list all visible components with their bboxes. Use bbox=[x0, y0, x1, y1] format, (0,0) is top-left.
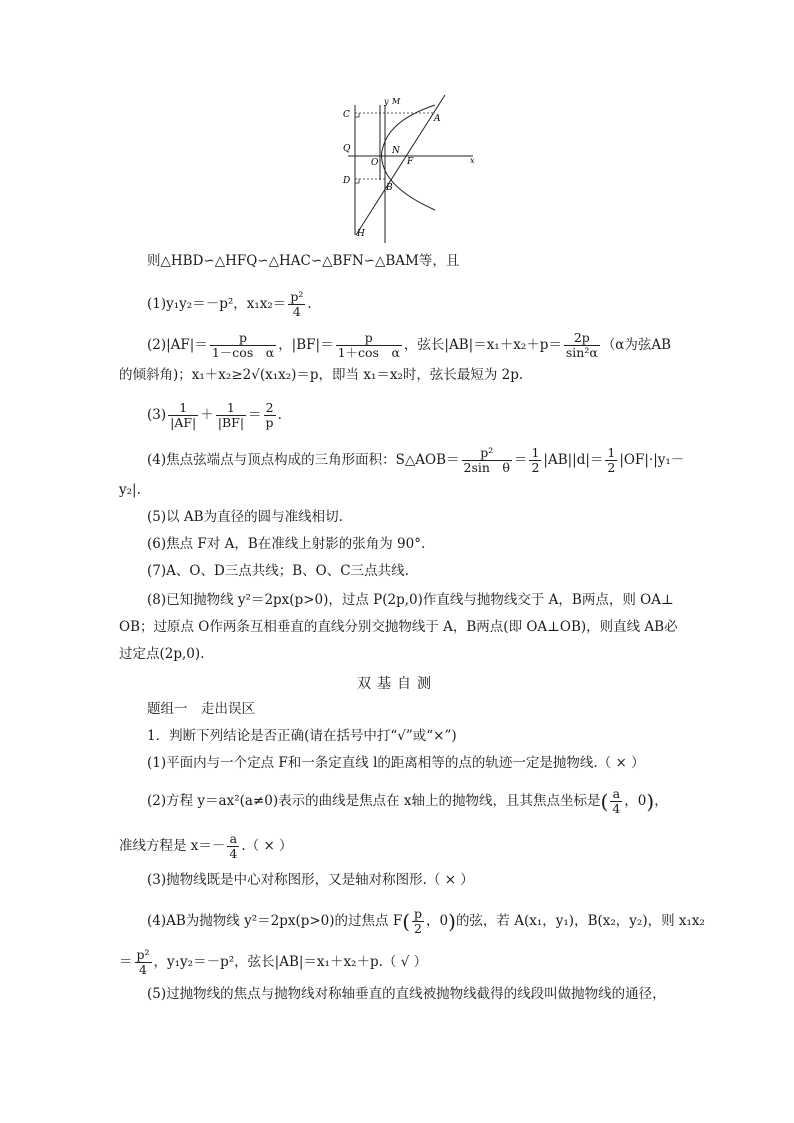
frac-den: |AF| bbox=[170, 415, 197, 430]
frac-den: 2 bbox=[414, 921, 422, 936]
frac-num: a bbox=[227, 832, 239, 847]
line2-text: (1)y₁y₂＝－p²，x₁x₂＝ bbox=[147, 296, 287, 312]
fraction bbox=[605, 446, 617, 475]
frac-den: 2 bbox=[607, 460, 616, 475]
right-angle-d bbox=[355, 179, 359, 183]
frac-num: a bbox=[610, 787, 622, 802]
frac-num: p bbox=[414, 906, 423, 921]
line17-b: ，0 bbox=[624, 793, 647, 809]
line21-b: ，y₁y₂＝－p²，弦长|AB|＝x₁＋x₂＋p.（ √ ） bbox=[153, 954, 428, 970]
line3-d: （α为弦AB bbox=[601, 337, 672, 353]
label-a: A bbox=[434, 114, 441, 124]
fraction bbox=[564, 331, 600, 360]
frac-num: p bbox=[336, 331, 402, 346]
line6-d: |OF|·|y₁－ bbox=[619, 452, 685, 468]
line5-a: (3) bbox=[147, 407, 167, 423]
line20-b: ，0 bbox=[426, 913, 449, 929]
text-line-1: 则△HBD∽△HFQ∽△HAC∽△BFN∽△BAM等，且 bbox=[147, 253, 460, 269]
line6-b: ＝ bbox=[513, 452, 528, 468]
label-f: F bbox=[407, 157, 414, 167]
text-line-22: (5)过抛物线的焦点与抛物线对称轴垂直的直线被抛物线截得的线段叫做抛物线的通径， bbox=[147, 986, 666, 1002]
label-q: Q bbox=[343, 144, 351, 154]
label-n: N bbox=[392, 146, 400, 156]
frac-den: 4 bbox=[229, 846, 238, 861]
label-h: H bbox=[357, 229, 365, 239]
right-angle-c bbox=[355, 113, 359, 117]
frac-num: 2p bbox=[564, 331, 600, 346]
line18-a: 准线方程是 x＝－ bbox=[119, 838, 226, 854]
line2-end: . bbox=[307, 296, 312, 312]
frac-num: 1 bbox=[607, 445, 616, 460]
frac-num: p² bbox=[136, 947, 150, 962]
fraction bbox=[336, 331, 402, 360]
frac-den: |BF| bbox=[217, 415, 245, 430]
paren-close: ) bbox=[448, 909, 456, 934]
frac-den: 1－cos α bbox=[211, 345, 275, 360]
label-b: B bbox=[386, 183, 393, 193]
line17-c: ， bbox=[654, 793, 668, 809]
text-line-11: (8)已知抛物线 y²＝2px(p>0)，过点 P(2p,0)作直线与抛物线交于 A，B两点，则 OA⊥ bbox=[147, 592, 674, 608]
label-o: O bbox=[371, 158, 379, 168]
frac-den: 2sin θ bbox=[463, 460, 510, 475]
label-c: C bbox=[343, 110, 350, 120]
text-line-2 bbox=[147, 290, 312, 319]
section-heading: 双基自测 bbox=[357, 676, 437, 692]
text-line-8: (5)以 AB为直径的圆与准线相切. bbox=[147, 509, 343, 525]
frac-den: sin²α bbox=[565, 345, 598, 360]
label-d: D bbox=[343, 176, 351, 186]
frac-den: 4 bbox=[612, 801, 621, 816]
fraction bbox=[264, 401, 276, 430]
parabola-figure bbox=[330, 95, 480, 245]
frac-num: 1 bbox=[216, 401, 246, 416]
line18-b: .（ × ） bbox=[241, 838, 293, 854]
line3-a: (2)|AF|＝ bbox=[147, 337, 208, 353]
focal-chord bbox=[356, 95, 445, 235]
frac-num: 2 bbox=[264, 401, 276, 416]
line5-eq: ＝ bbox=[248, 407, 262, 423]
text-line-20 bbox=[147, 907, 705, 936]
line17-a: (2)方程 y＝ax²(a≠0)表示的曲线是焦点在 x轴上的抛物线，且其焦点坐标是 bbox=[147, 793, 601, 809]
frac-den: p bbox=[265, 415, 274, 430]
text-line-3 bbox=[147, 331, 671, 360]
text-line-17 bbox=[147, 787, 668, 816]
text-line-6 bbox=[147, 446, 684, 475]
paren-open: ( bbox=[600, 789, 609, 814]
label-y: y bbox=[384, 97, 389, 106]
line5-plus: ＋ bbox=[200, 407, 214, 423]
frac-den: 2 bbox=[531, 460, 540, 475]
fraction bbox=[135, 948, 152, 977]
text-line-16: (1)平面内与一个定点 F和一条定直线 l的距离相等的点的轨迹一定是抛物线.（ × ） bbox=[147, 755, 645, 771]
frac-num: p² bbox=[290, 289, 304, 304]
frac-den: 4 bbox=[139, 962, 147, 977]
line5-end: . bbox=[277, 407, 282, 423]
fraction bbox=[529, 446, 541, 475]
text-line-14: 题组一 走出误区 bbox=[147, 701, 255, 717]
text-line-10: (7)A、O、D三点共线；B、O、C三点共线. bbox=[147, 563, 409, 579]
fraction bbox=[168, 401, 198, 430]
frac-num: p² bbox=[462, 446, 512, 461]
text-line-5 bbox=[147, 401, 282, 430]
text-line-15: 1．判断下列结论是否正确(请在括号中打“√”或“×”) bbox=[147, 728, 457, 744]
fraction bbox=[210, 331, 276, 360]
text-line-7: y₂|. bbox=[119, 482, 141, 498]
frac-num: 1 bbox=[531, 445, 540, 460]
frac-den: 1＋cos α bbox=[337, 345, 400, 360]
fraction bbox=[216, 401, 246, 430]
line20-a: (4)AB为抛物线 y²＝2px(p>0)的过焦点 F bbox=[147, 913, 403, 929]
fraction bbox=[227, 832, 239, 861]
text-line-12: OB；过原点 O作两条互相垂直的直线分别交抛物线于 A，B两点(即 OA⊥OB)，则直线 AB必 bbox=[119, 619, 678, 635]
text-line-9: (6)焦点 F对 A，B在准线上射影的张角为 90°. bbox=[147, 536, 426, 552]
parabola-diagram bbox=[330, 95, 480, 245]
fraction bbox=[288, 290, 305, 319]
frac-num: 1 bbox=[168, 401, 198, 416]
label-x: x bbox=[470, 156, 475, 165]
line3-b: ，|BF|＝ bbox=[278, 337, 334, 353]
paren-close: ) bbox=[646, 789, 655, 814]
line6-c: |AB||d|＝ bbox=[543, 452, 604, 468]
text-line-4: 的倾斜角)；x₁＋x₂≥2√(x₁x₂)＝p，即当 x₁＝x₂时，弦长最短为 2p. bbox=[119, 367, 524, 383]
label-m: M bbox=[392, 97, 401, 106]
fraction bbox=[412, 907, 424, 936]
fraction bbox=[462, 446, 512, 475]
paren-open: ( bbox=[402, 909, 411, 934]
line20-c: 的弦，若 A(x₁，y₁)，B(x₂，y₂)，则 x₁x₂ bbox=[455, 913, 705, 929]
line6-a: (4)焦点弦端点与顶点构成的三角形面积：S△AOB＝ bbox=[147, 452, 460, 468]
frac-den: 4 bbox=[292, 304, 301, 319]
text-line-13: 过定点(2p,0). bbox=[119, 646, 205, 662]
line21-a: ＝ bbox=[119, 954, 133, 970]
text-line-19: (3)抛物线既是中心对称图形，又是轴对称图形.（ × ） bbox=[147, 872, 474, 888]
text-line-18 bbox=[119, 832, 293, 861]
fraction bbox=[610, 787, 622, 816]
frac-num: p bbox=[210, 331, 276, 346]
line3-c: ，弦长|AB|＝x₁＋x₂＋p＝ bbox=[403, 337, 562, 353]
text-line-21 bbox=[119, 948, 427, 977]
